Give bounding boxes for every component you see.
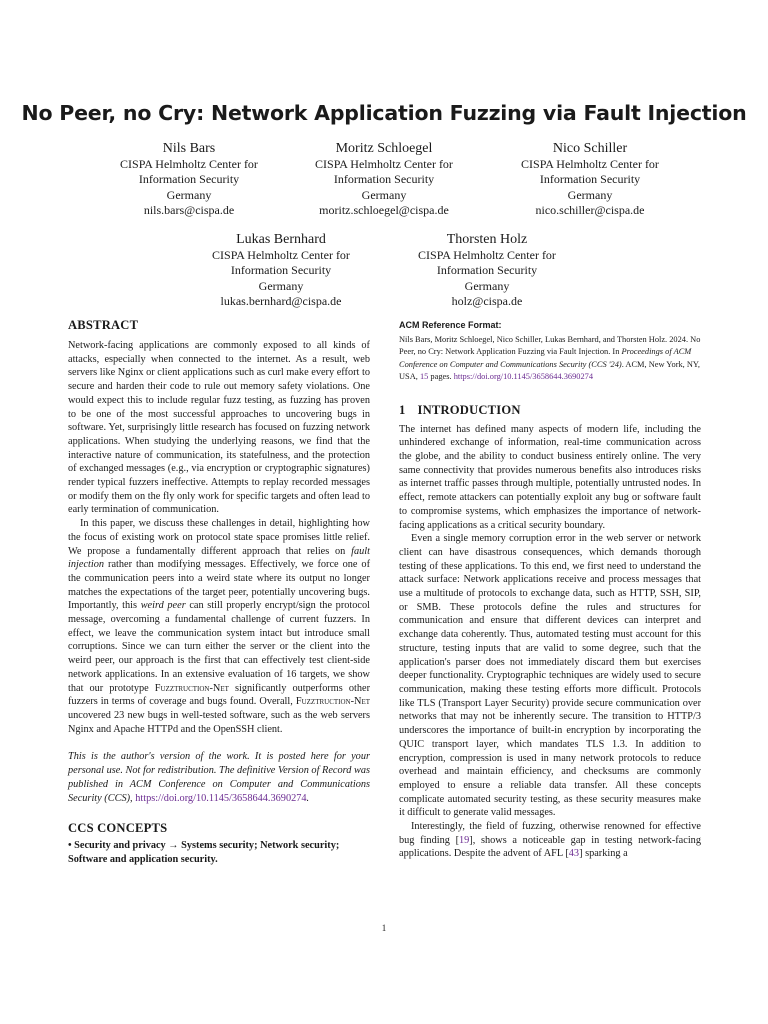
author-country: Germany <box>258 278 304 293</box>
section-number: 1 <box>399 402 406 417</box>
author-affiliation: CISPA Helmholtz Center for <box>521 157 659 171</box>
author-email: holz@cispa.de <box>451 294 523 309</box>
abstract-paragraph: In this paper, we discuss these challenges in detail, highlighting how the focus of existing work on protocol state space promises little relief. We propose a fundamentally different approach that relies on fault injection rather than modifying messages. Effectively, we force one of the communication peers into a weird state where its output no longer matches the expectations of the target peer, potentially uncovering bugs. Importantly, this weird peer can still properly encrypt/sign the protocol message, overcoming a fundamental challenge of current fuzzers. In effect, we leave the communication system intact but introduce small corruptions. Since we can turn either the server or the client into the weird peer, our approach is the first that can effectively test client-side network applications. In an extensive evaluation of 16 targets, we show that our prototype Fuzztruction-Net significantly outperforms other fuzzers in terms of coverage and bugs found. Overall, Fuzztruction-Net uncovered 23 new bugs in well-tested software, such as the web servers Nginx and Apache HTTPd and the OpenSSH client. <box>68 518 370 735</box>
author-affiliation: Information Security <box>230 263 332 278</box>
emphasis: weird peer <box>140 600 186 612</box>
author-affiliation: CISPA Helmholtz Center for <box>418 248 556 262</box>
author-country: Germany <box>464 278 510 293</box>
abstract-heading: ABSTRACT <box>68 318 139 332</box>
author-name: Nico Schiller <box>552 141 628 156</box>
author-name: Nils Bars <box>162 141 216 156</box>
paper-title: No Peer, no Cry: Network Application Fuzzing via Fault Injection <box>21 101 747 125</box>
intro-paragraph: The internet has defined many aspects of modern life, including the unhindered exchange of information, real-time communication across the globe, and the ability to conduct business entirely online. The very same connectivity that provides numerous benefits also introduces risks as internet traffic passes through multiple, potentially untrusted nodes. In effect, remote attackers can potentially exploit any bug or software fault to compromise systems, which emphasizes the importance of network-facing applications as a critical security boundary. <box>399 423 701 531</box>
author-block <box>480 140 700 219</box>
author-affiliation: Information Security <box>333 172 435 187</box>
citation-link[interactable]: 43 <box>568 848 580 860</box>
acm-reference: Nils Bars, Moritz Schloegel, Nico Schiller, Lukas Bernhard, and Thorsten Holz. 2024. No Peer, no Cry: Network Application Fuzzing via Fault Injection. In Proceedings of ACM Conference on Computer and Communications Security (CCS '24). ACM, New York, NY, USA, 15 pages. https://doi.org/10.1145/3658644.3690274 <box>399 335 701 382</box>
author-country: Germany <box>166 187 212 202</box>
author-block <box>171 231 391 310</box>
page-count-link[interactable]: 15 <box>419 372 429 382</box>
author-name: Moritz Schloegel <box>335 141 433 156</box>
author-country: Germany <box>567 187 613 202</box>
author-email: nico.schiller@cispa.de <box>535 203 645 218</box>
author-affiliation: Information Security <box>138 172 240 187</box>
author-block <box>274 140 494 219</box>
author-affiliation: CISPA Helmholtz Center for <box>212 248 350 262</box>
acm-reference-heading: ACM Reference Format: <box>399 320 502 330</box>
abstract-paragraph: Network-facing applications are commonly exposed to all kinds of attacks, especially when connected to the internet. As a result, web servers like Nginx or client applications such as curl make every effort to secure and harden their code to rule out memory safety violations. One would expect this to include regular fuzz testing, as fuzzing has proven to be one of the most successful approaches to uncovering bugs in software. Yet, surprisingly little research has focused on fuzzing network applications. When studying the underlying reasons, we find that the interactive nature of communication, its statefulness, and the protection of exchanged messages (e.g., via encryption or cryptographic signatures) render typical fuzzers ineffective. Attempts to replay recorded messages or modify them on the fly only work for specific targets and often lead to early termination of communication. <box>68 340 370 516</box>
author-email: lukas.bernhard@cispa.de <box>220 294 342 309</box>
ccs-line: • Security and privacy → Systems security; Network security; Software and application security. <box>68 840 340 866</box>
author-name: Lukas Bernhard <box>236 232 326 247</box>
author-affiliation: CISPA Helmholtz Center for <box>120 157 258 171</box>
section-title: INTRODUCTION <box>417 402 521 417</box>
author-block <box>79 140 299 219</box>
author-country: Germany <box>361 187 407 202</box>
doi-link[interactable]: https://doi.org/10.1145/3658644.3690274 <box>453 372 594 382</box>
right-column <box>399 320 701 861</box>
ccs-heading: CCS CONCEPTS <box>68 821 168 836</box>
author-email: moritz.schloegel@cispa.de <box>319 203 449 218</box>
doi-link[interactable]: https://doi.org/10.1145/3658644.3690274 <box>135 792 307 804</box>
citation-link[interactable]: 19 <box>459 834 470 846</box>
author-affiliation: CISPA Helmholtz Center for <box>315 157 453 171</box>
emphasis: fault injection <box>68 545 370 571</box>
author-block <box>377 231 597 310</box>
intro-paragraph: Even a single memory corruption error in the web server or network client can have disastrous consequences, which demands thorough testing of these applications. To this end, we first need to understand the attack surface: Network applications receive and process messages that use a multitude of protocols to exchange data, such as HTTP, SSH, SIP, or SMB. These protocols define the rules and structures for communication and ensure that different devices can interpret and exchange data coherently. Thus, automated testing must account for this structure, testing inputs that are valid to some degree, such that the application's parser does not immediately discard them but exercises deeper functionality. Cryptographic techniques are widely used to secure communication, making these testing efforts more difficult. Protocols like TLS (Transport Layer Security) provide secure communication over networks that may not be inherently secure. The transition to HTTP/3 underscores the importance of built-in encryption by incorporating the QUIC transport layer, which mandates TLS 1.3. In addition to encryption, compression is used in many network protocols to reduce overhead and maintain efficiency, and checksums are commonly employed to ensure a reliable data transfer. All these concepts complicate automated security testing, as these security measures make it difficult to generate valid messages. <box>399 533 701 819</box>
tool-name: Fuzztruction-Net <box>295 696 370 708</box>
intro-paragraph: Interestingly, the field of fuzzing, otherwise renowned for effective bug finding [19], shows a noticeable gap in testing network-facing applications. Despite the advent of AFL [43] sparking a <box>399 821 701 860</box>
ccs-concepts <box>68 821 370 867</box>
left-column <box>68 318 370 867</box>
section-heading <box>399 403 701 418</box>
author-affiliation: Information Security <box>539 172 641 187</box>
author-version-note: This is the author's version of the work. It is posted here for your personal use. Not for redistribution. The definitive Version of Record was published in ACM Conference on Computer and Communications Security (CCS), https://doi.org/10.1145/3658644.3690274. <box>68 751 370 804</box>
tool-name: Fuzztruction-Net <box>154 682 229 694</box>
author-name: Thorsten Holz <box>446 232 528 247</box>
author-affiliation: Information Security <box>436 263 538 278</box>
author-email: nils.bars@cispa.de <box>143 203 235 218</box>
page-number: 1 <box>381 923 387 933</box>
